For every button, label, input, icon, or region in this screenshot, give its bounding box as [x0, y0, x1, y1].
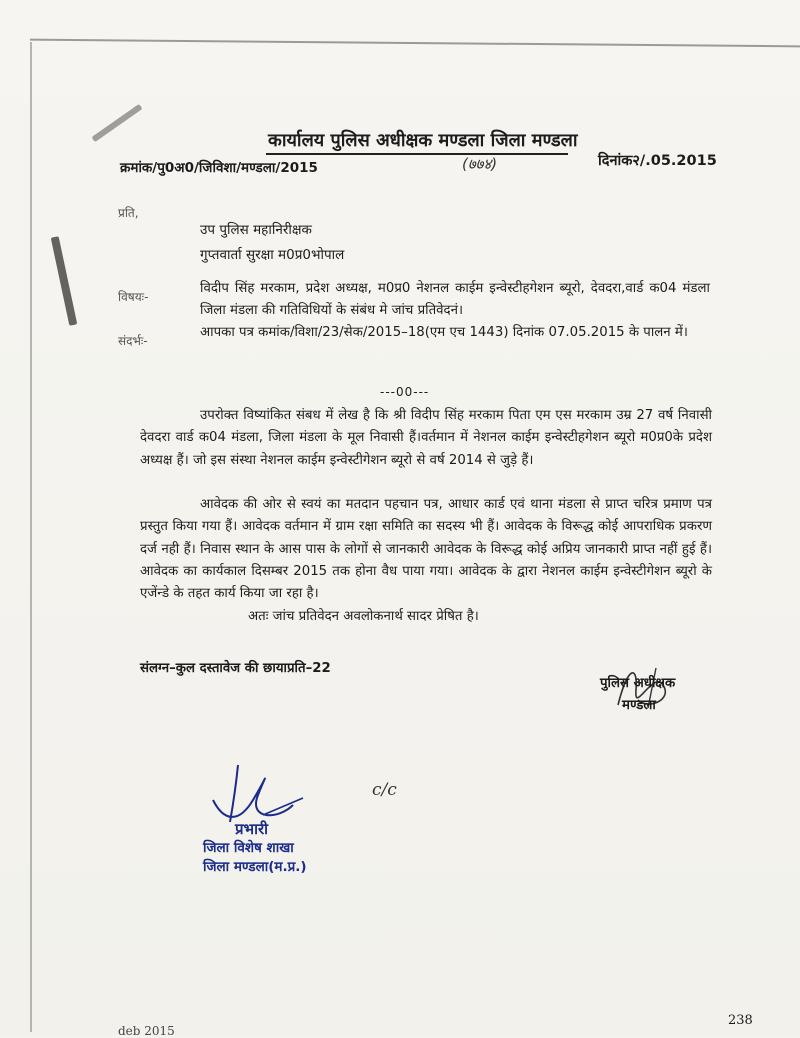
- reference-text: आपका पत्र कमांक/विशा/23/सेक/2015–18(एम एच 1443) दिनांक 07.05.2015 के पालन में।: [200, 325, 688, 340]
- recipient-line-2: गुप्तवार्ता सुरक्षा म0प्र0भोपाल: [200, 247, 345, 263]
- body-paragraph-1: उपरोक्त विष्यांकित संबध में लेख है कि श्री विदीप सिंह मरकाम पिता एम एस मरकाम उम्र 27 वर्ष निवासी देवदरा वार्ड क04 मंडला, जिला मंडला के मूल निवासी हैं।वर्तमान में नेशनल काईम इन्वेस्टीहगेशन ब्यूरो म0प्र0के प्रदेश अध्यक्ष हैं। जो इस संस्था नेशनल काईम इन्वेस्टीगेशन ब्यूरो से वर्ष 2014 से जुड़े हैं।: [140, 408, 712, 468]
- signature-block: [600, 673, 675, 717]
- bottom-fragment: deb 2015: [118, 1024, 175, 1038]
- to-label: प्रति,: [118, 206, 139, 220]
- subject-label: विषयः-: [118, 290, 149, 304]
- letter-date: दिनांक२/.05.2015: [598, 153, 717, 169]
- scan-edge-left: [30, 42, 32, 1032]
- body-paragraph-2: आवेदक की ओर से स्वयं का मतदान पहचान पत्र, आधार कार्ड एवं थाना मंडला से प्राप्त चरित्र प्रमाण पत्र प्रस्तुत किया गया हैं। आवेदक वर्तमान में ग्राम रक्षा समिति का सदस्य भी हैं। आवेदक के विरूद्ध कोई आपराधिक प्रकरण दर्ज नही हैं। निवास स्थान के आस पास के लोगों से जानकारी आवेदक के विरूद्ध कोई अप्रिय जानकारी प्राप्त नहीं हुई हैं। आवेदक का कार्यकाल दिसम्बर 2015 तक होना वैध पाया गया। आवेदक के द्वारा नेशनल काईम इन्वेस्टीगेशन ब्यूरो के एजेंन्डे के तहत कार्य किया जा रहा है।: [140, 497, 712, 602]
- staple-mark: [92, 104, 143, 142]
- signatory-location: मण्डला: [622, 698, 656, 713]
- incharge-district: जिला मण्डला(म.प्र.): [203, 859, 307, 875]
- incharge-stamp: [203, 820, 307, 877]
- office-title: कार्यालय पुलिस अधीक्षक मण्डला जिला मण्डला: [268, 130, 578, 151]
- handwritten-cc-mark: c/c: [372, 780, 397, 800]
- signatory-designation: पुलिस अधीक्षक: [600, 676, 676, 691]
- recipient-line-1: उप पुलिस महानिरीक्षक: [200, 222, 312, 238]
- subject-text: विदीप सिंह मरकाम, प्रदेश अध्यक्ष, म0प्र0 नेशनल काईम इन्वेस्टीहगेशन ब्यूरो, देवदरा,वार्ड क04 मंडला जिला मंडला की गतिविधियों के संबंध मे जांच प्रतिवेदनं।: [200, 281, 710, 319]
- body-paragraph-3: अतः जांच प्रतिवेदन अवलोकनार्थ सादर प्रेषित है।: [248, 609, 479, 624]
- recipient-block: [200, 218, 344, 268]
- reference-label: संदर्भः-: [118, 334, 148, 348]
- scan-edge-top: [30, 39, 800, 48]
- incharge-branch: जिला विशेष शाखा: [203, 840, 294, 856]
- page-number: 238: [728, 1013, 753, 1028]
- enclosure-note: संलग्न–कुल दस्तावेज की छायाप्रति–22: [140, 661, 331, 676]
- reference-number: क्रमांक/पु0अ0/जिविशा/मण्डला/2015: [120, 160, 318, 176]
- staple-mark: [51, 236, 78, 326]
- incharge-title: प्रभारी: [235, 820, 268, 838]
- inward-stamp-number: (७७४): [462, 155, 498, 173]
- title-underline: [266, 153, 568, 155]
- section-divider: ---00---: [380, 385, 430, 399]
